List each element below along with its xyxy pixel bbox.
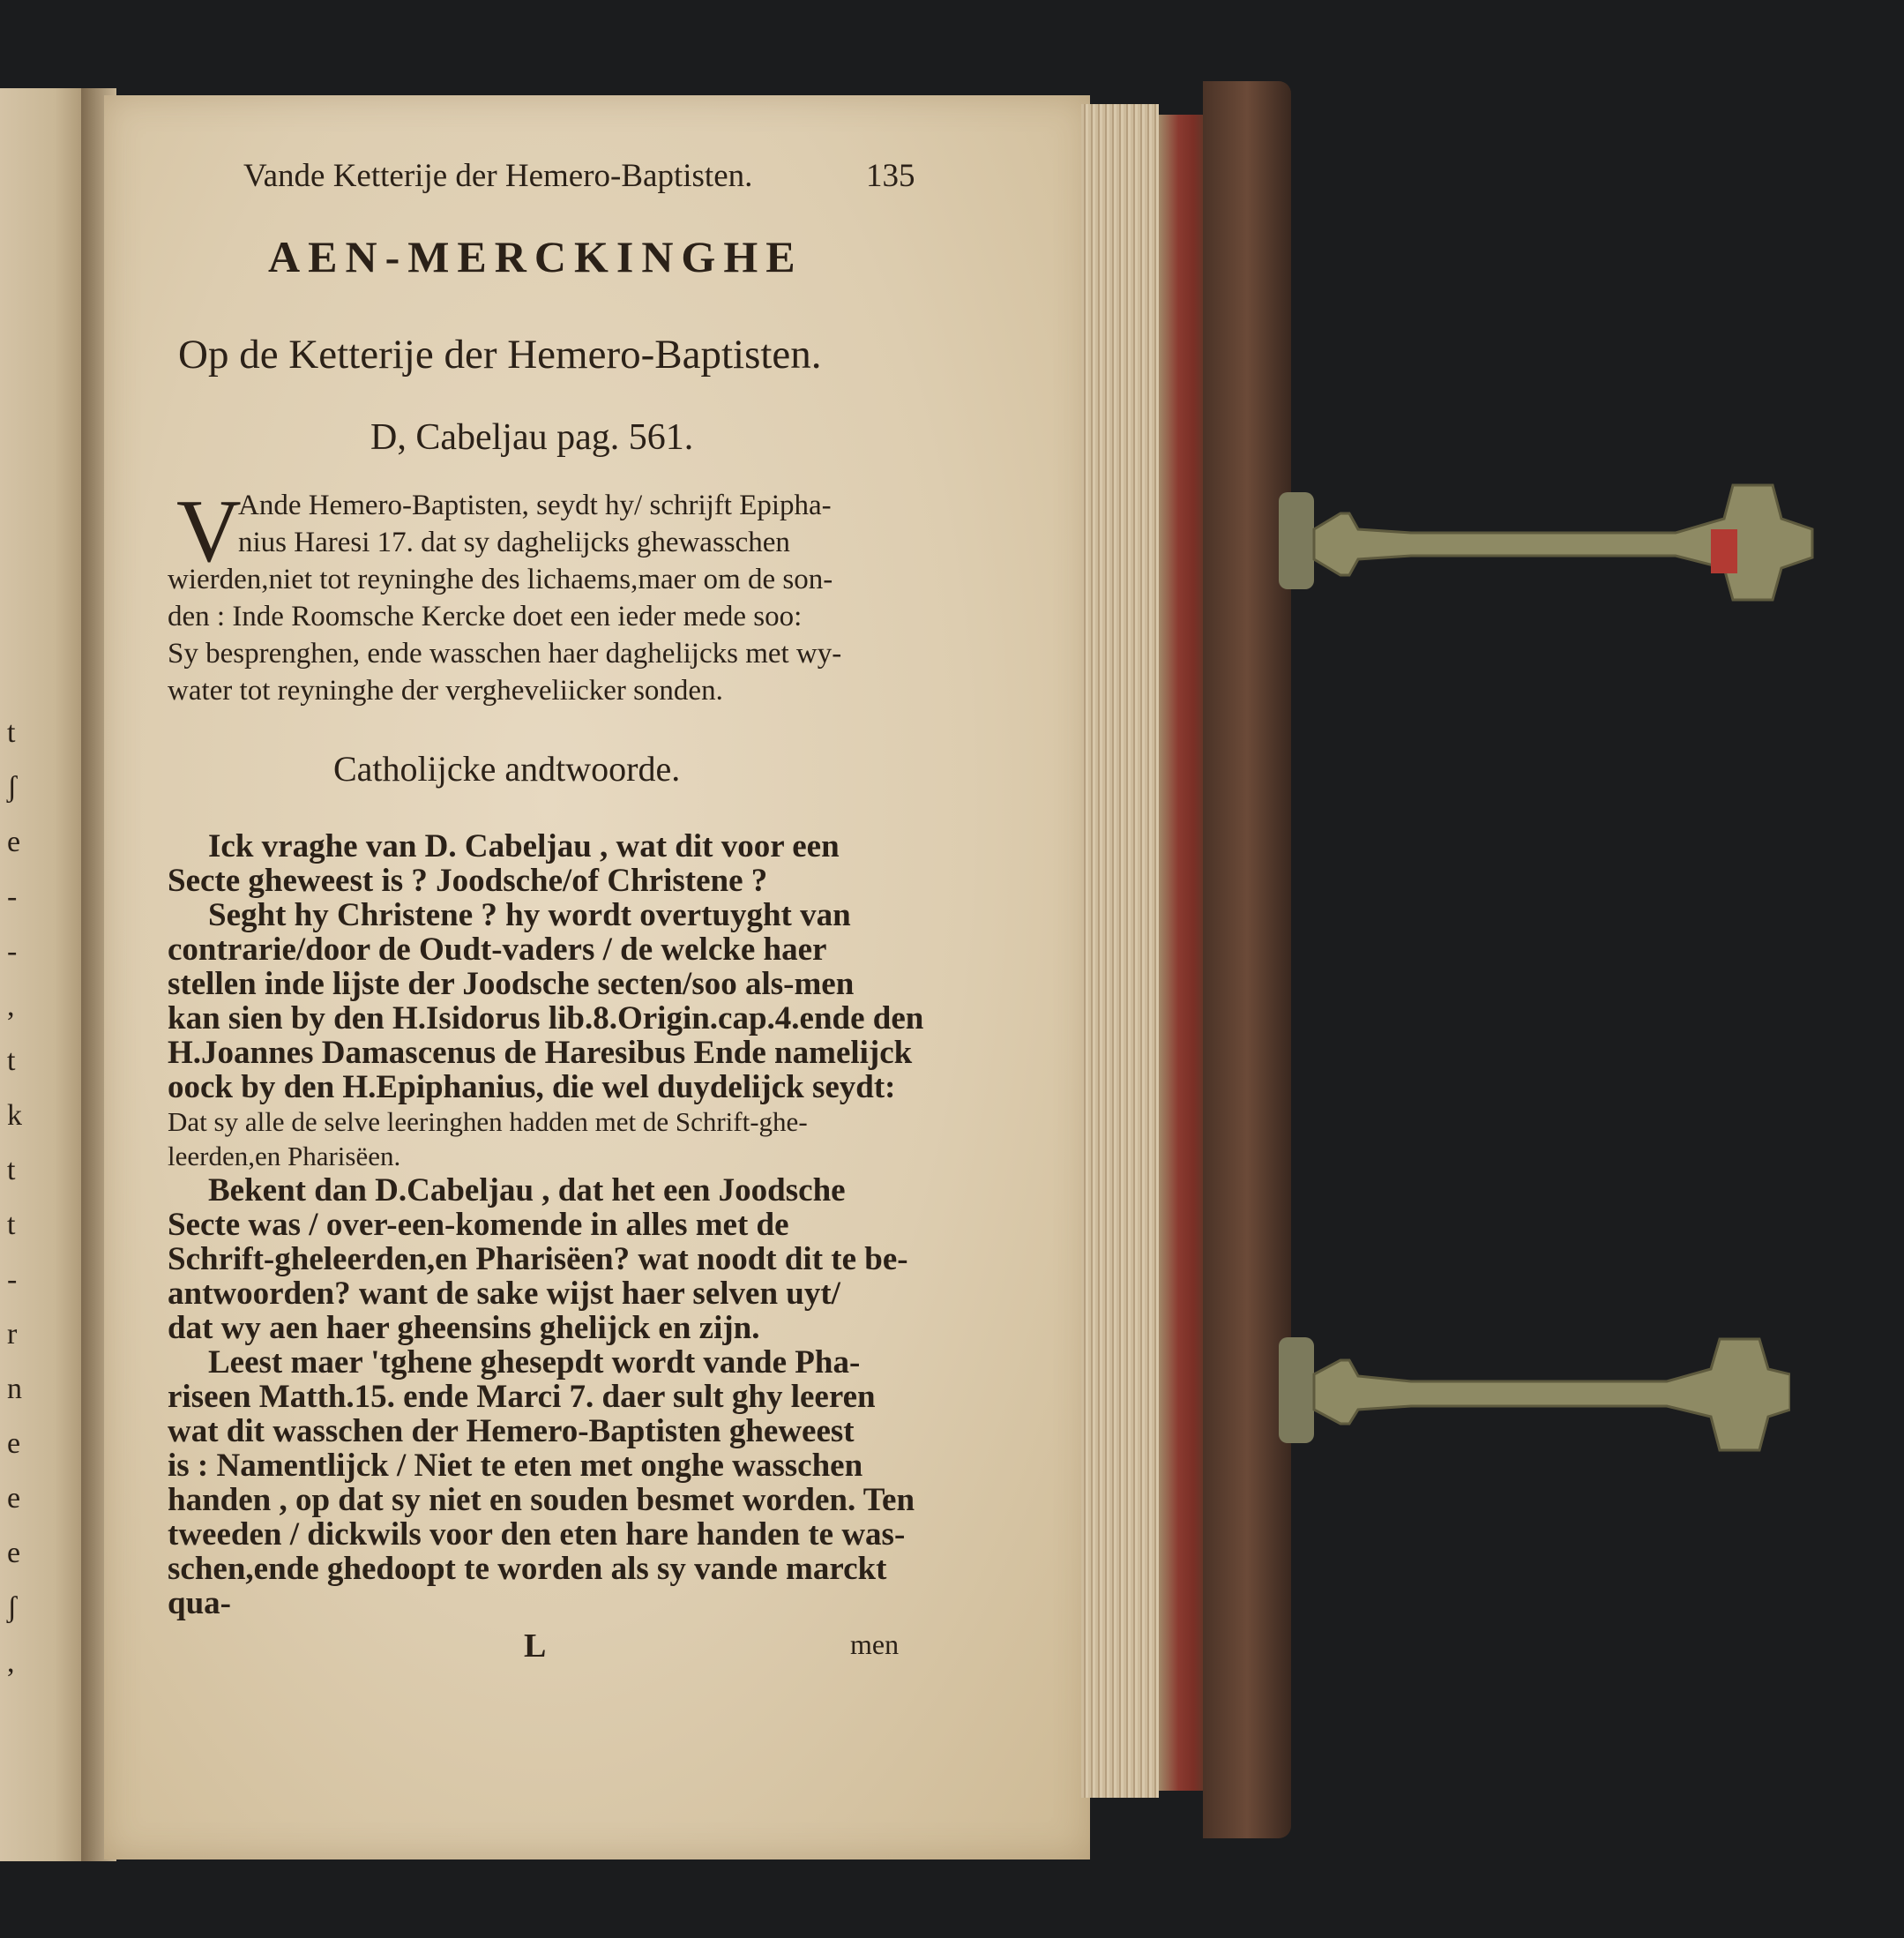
text-line: water tot reyninghe der vergheveliicker sonden. <box>168 675 723 707</box>
text-line: dat wy aen haer gheensins ghelijck en zijn. <box>168 1310 760 1346</box>
text-line: Ande Hemero-Baptisten, seydt hy/ schrijft Epipha- <box>238 490 832 521</box>
text-line: riseen Matth.15. ende Marci 7. daer sult ghy leeren <box>168 1379 876 1415</box>
text-line: stellen inde lijste der Joodsche secten/soo als-men <box>168 966 855 1002</box>
fragment: - <box>7 1263 18 1296</box>
text-line: is : Namentlijck / Niet te eten met onghe wasschen <box>168 1448 863 1484</box>
page-edges <box>1081 104 1159 1798</box>
catchword: men <box>850 1628 900 1660</box>
clasp-icon <box>1279 476 1817 609</box>
fragment: ʃ <box>7 771 18 804</box>
page-subtitle: Op de Ketterije der Hemero-Baptisten. <box>178 332 822 378</box>
previous-page-edge <box>0 88 92 1861</box>
text-line: antwoorden? want de sake wijst haer selven uyt/ <box>168 1276 840 1312</box>
red-edge <box>1159 115 1208 1791</box>
text-line: schen,ende ghedoopt te worden als sy vande marckt qua- <box>168 1551 887 1621</box>
fragment: t <box>7 716 16 749</box>
text-line: Dat sy alle de selve leeringhen hadden met de Schrift-ghe- <box>168 1106 808 1137</box>
fragment: ʃ <box>7 1591 18 1624</box>
text-line: handen , op dat sy niet en souden besmet worden. Ten <box>168 1482 915 1518</box>
section-heading: Catholijcke andtwoorde. <box>333 749 681 789</box>
fragment: e <box>7 1482 21 1515</box>
fragment: t <box>7 1154 16 1186</box>
fragment: r <box>7 1318 18 1351</box>
text-line: Secte was / over-een-komende in alles met de <box>168 1207 789 1243</box>
text-line: wat dit wasschen der Hemero-Baptisten gheweest <box>168 1413 855 1449</box>
text-line: oock by den H.Epiphanius, die wel duydelijck seydt: <box>168 1069 896 1105</box>
text-line: Seght hy Christene ? hy wordt overtuyght van <box>208 897 851 933</box>
text-line: kan sien by den H.Isidorus lib.8.Origin.cap.4.ende den <box>168 1000 924 1036</box>
fragment: n <box>7 1373 22 1405</box>
text-line: H.Joannes Damascenus de Haresibus Ende namelijck <box>168 1035 913 1071</box>
fragment: , <box>7 990 15 1022</box>
text-line: Ick vraghe van D. Cabeljau , wat dit voor een <box>208 828 840 864</box>
text-line: Bekent dan D.Cabeljau , dat het een Joodsche <box>208 1172 846 1208</box>
text-line: leerden,en Pharisëen. <box>168 1141 401 1171</box>
fragment: - <box>7 935 18 968</box>
drop-cap: V <box>176 482 242 581</box>
fragment: e <box>7 1427 21 1460</box>
text-line: Leest maer 'tghene ghesepdt wordt vande Pha- <box>208 1344 861 1381</box>
body-text <box>168 829 944 1620</box>
signature-mark: L <box>524 1627 547 1665</box>
fragment: t <box>7 1208 16 1241</box>
fragment: t <box>7 1044 16 1077</box>
text-line: den : Inde Roomsche Kercke doet een ieder mede soo: <box>168 601 803 632</box>
text-line: nius Haresi 17. dat sy daghelijcks ghewasschen <box>238 527 790 558</box>
text-line: contrarie/door de Oudt-vaders / de welcke haer <box>168 932 827 968</box>
text-line: Schrift-gheleerden,en Pharisëen? wat noodt dit te be- <box>168 1241 908 1277</box>
text-line: Sy besprenghen, ende wasschen haer daghelijcks met wy- <box>168 638 842 670</box>
text-line: Secte gheweest is ? Joodsche/of Christene ? <box>168 863 768 899</box>
fragment: - <box>7 880 18 913</box>
text-line: wierden,niet tot reyninghe des lichaems,maer om de son- <box>168 564 833 595</box>
fragment: e <box>7 1537 21 1569</box>
running-header: Vande Ketterije der Hemero-Baptisten. <box>243 158 753 194</box>
page-title: AEN-MERCKINGHE <box>268 232 803 281</box>
text-line: tweeden / dickwils voor den eten hare handen te was- <box>168 1516 906 1553</box>
opening-paragraph <box>168 482 944 709</box>
fragment: e <box>7 826 21 858</box>
fragment: k <box>7 1099 22 1132</box>
clasp-icon <box>1279 1330 1790 1463</box>
previous-page-fragments <box>7 706 22 1690</box>
source-reference: D, Cabeljau pag. 561. <box>370 417 694 458</box>
fragment: , <box>7 1646 15 1679</box>
book-cover <box>1203 81 1291 1838</box>
page-number: 135 <box>866 158 915 194</box>
